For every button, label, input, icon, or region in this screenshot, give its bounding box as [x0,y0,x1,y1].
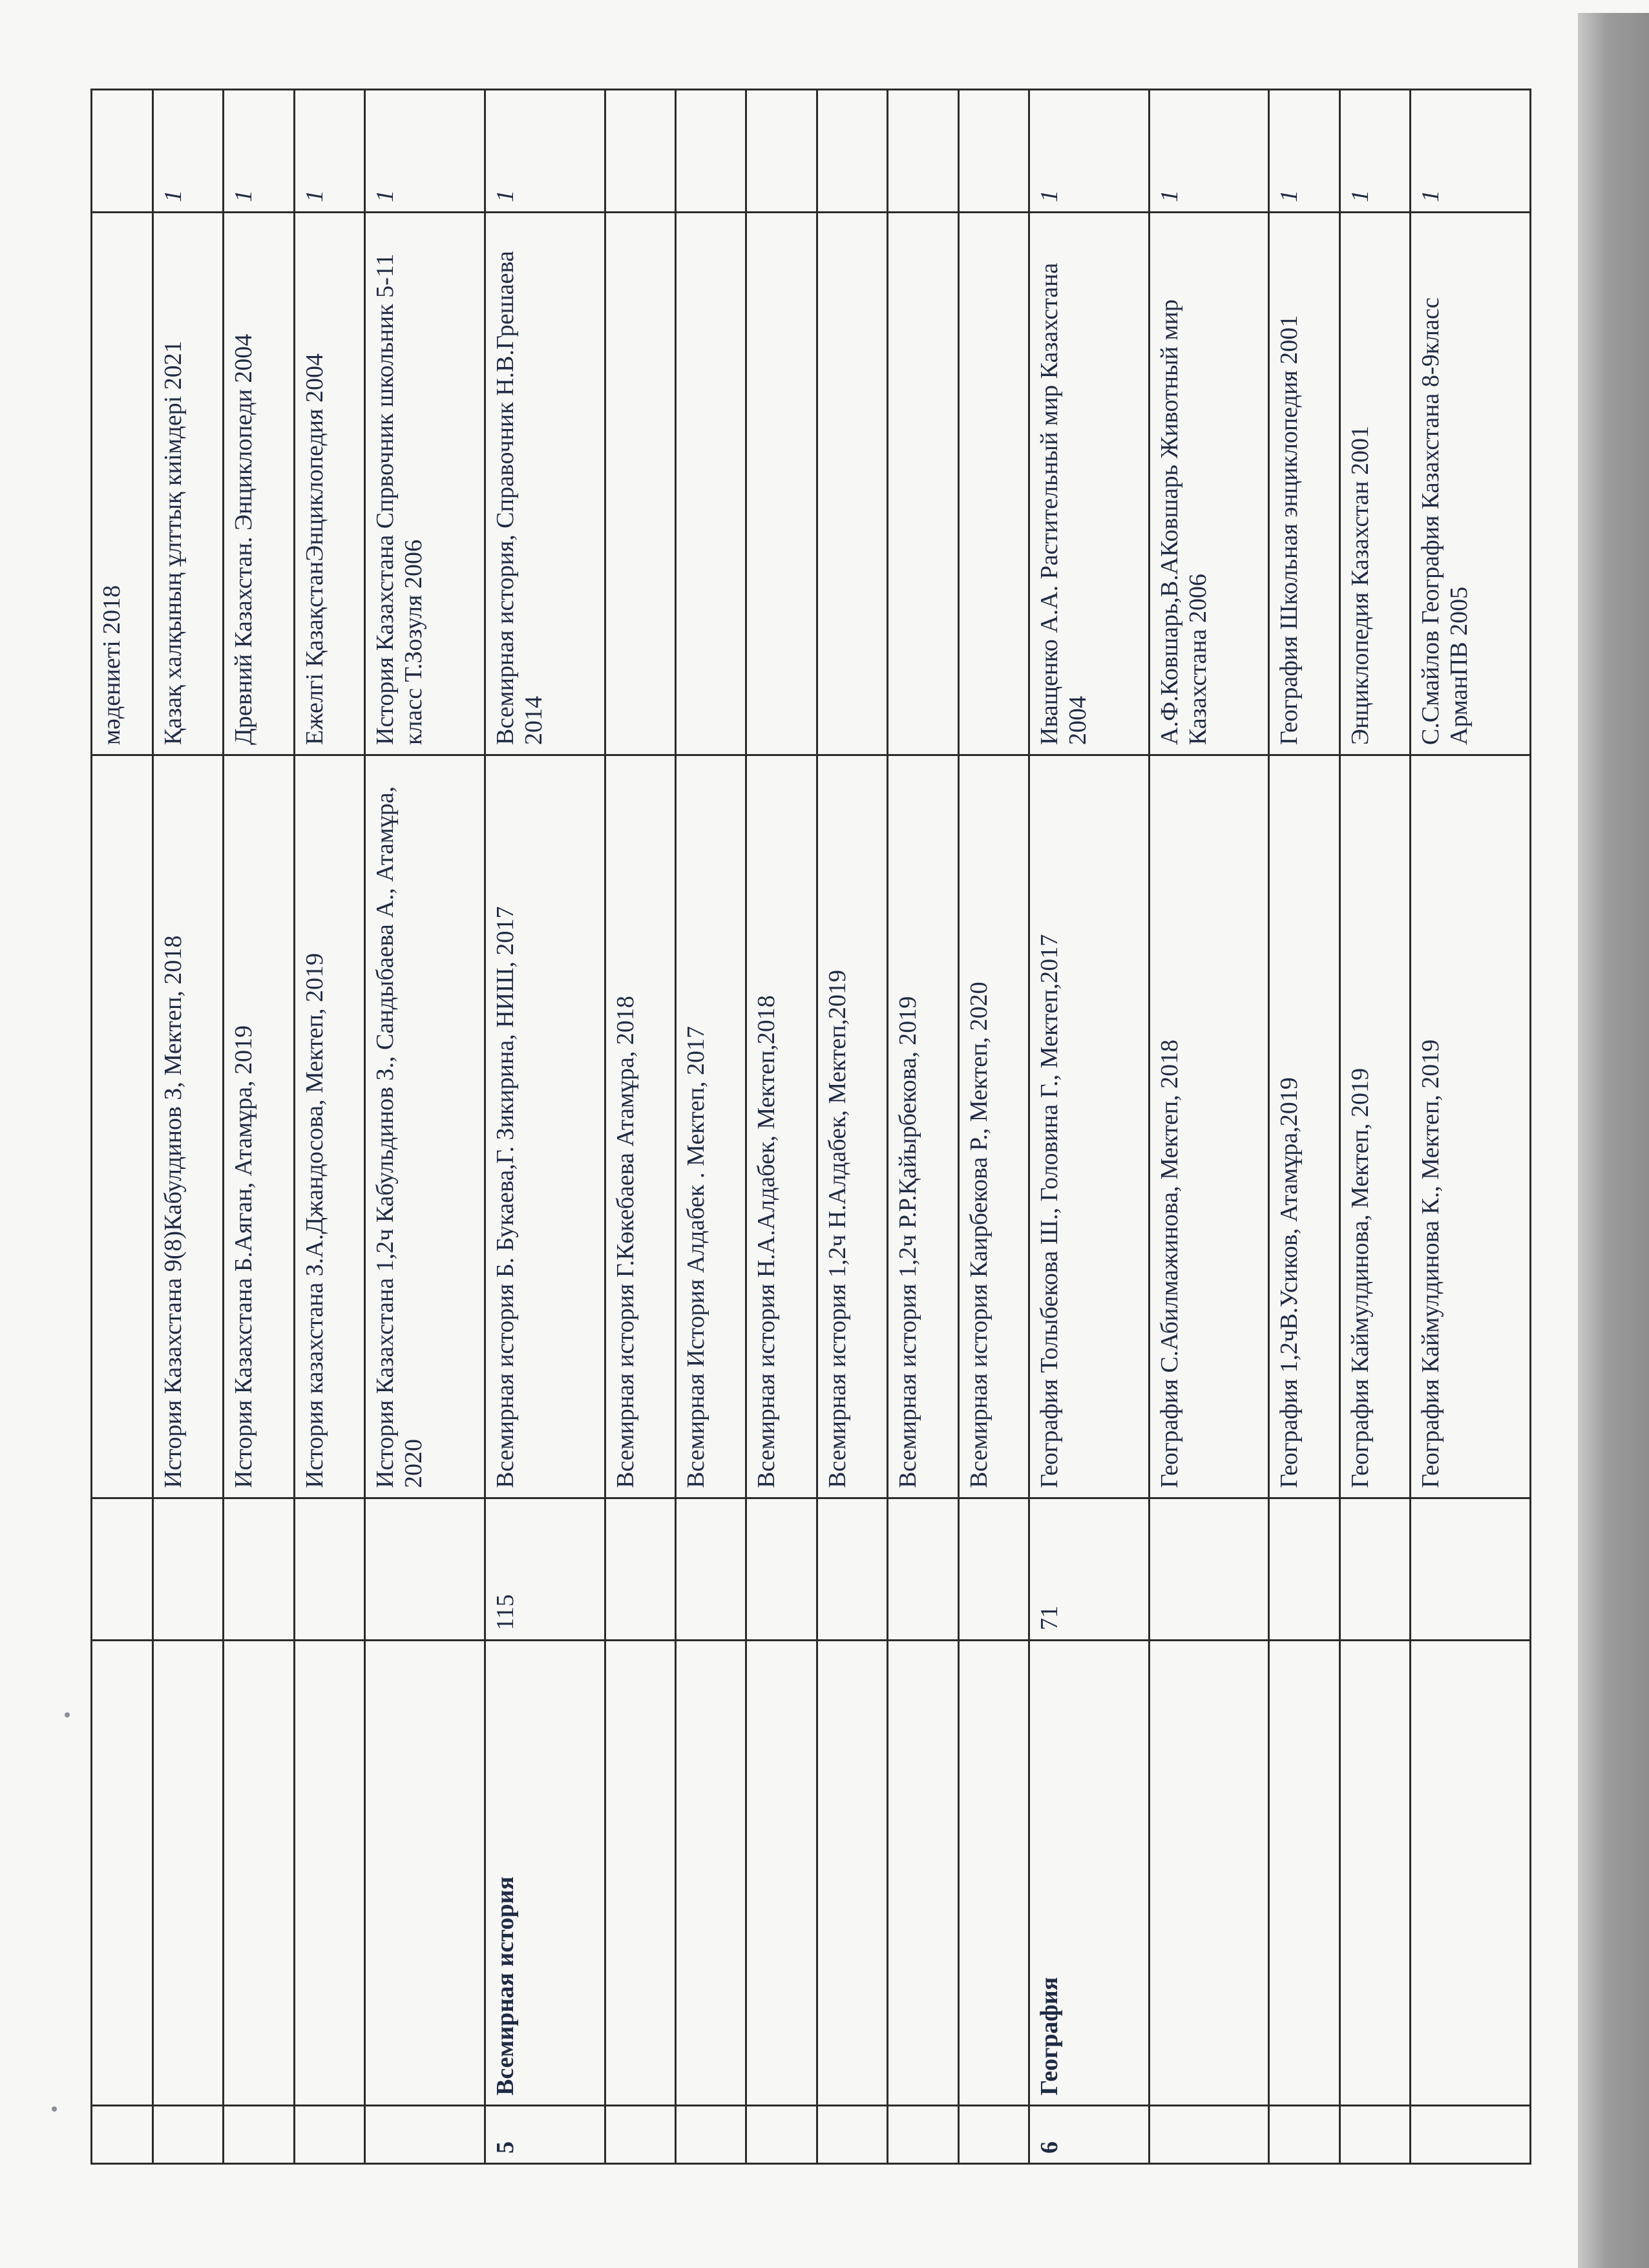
reference-cell: Иващенко А.А. Растительный мир Казахстана 2004 [1029,213,1149,755]
row-number [1149,2106,1269,2164]
reference-cell: География Школьная энциклопедия 2001 [1269,213,1339,755]
textbook-cell: История Казахстана 1,2ч Кабульдинов З., Сандыбаева А., Атамұра, 2020 [365,755,485,1498]
row-number [153,2106,224,2164]
table-row [224,90,294,2164]
subject-cell [1411,1641,1531,2106]
row-number [1411,2106,1531,2164]
count-cell [365,1498,485,1641]
reference-cell: Древний Казахстан. Энциклопеди 2004 [224,213,294,755]
reference-cell [676,213,746,755]
row-number: 5 [485,2106,605,2164]
count-cell [224,1498,294,1641]
textbook-cell: История казахстана З.А.Джандосова, Мектеп, 2019 [294,755,364,1498]
textbook-cell: Всемирная История Алдабек . Мектеп, 2017 [676,755,746,1498]
table-row [153,90,224,2164]
subject-cell: Всемирная история [485,1641,605,2106]
reference-cell: Всемирная история, Справочник Н.В.Грешаева 2014 [485,213,605,755]
row-number [1339,2106,1410,2164]
subject-cell [746,1641,817,2106]
table-row [605,90,675,2164]
subject-cell: География [1029,1641,1149,2106]
textbook-cell: География С.Абилмажинова, Мектеп, 2018 [1149,755,1269,1498]
table-row [294,90,364,2164]
table-row [1269,90,1339,2164]
row-number [92,2106,153,2164]
scan-speck [65,1712,70,1717]
textbook-cell: Всемирная история 1,2ч Н.Алдабек, Мектеп,2019 [817,755,887,1498]
count-cell [1149,1498,1269,1641]
textbook-cell: История Казахстана Б.Аяган, Атамұра, 2019 [224,755,294,1498]
quantity-cell [888,90,958,213]
table-row [958,90,1029,2164]
textbook-cell: История Казахстана 9(8)Кабулдинов З, Мектеп, 2018 [153,755,224,1498]
reference-cell: Қазақ халқының ұлттық киімдері 2021 [153,213,224,755]
quantity-cell: 1 [1029,90,1149,213]
count-cell [746,1498,817,1641]
reference-cell: Ежелгі ҚазақстанЭнциклопедия 2004 [294,213,364,755]
subject-cell [294,1641,364,2106]
count-cell [294,1498,364,1641]
reference-cell [817,213,887,755]
table-row [365,90,485,2164]
quantity-cell [817,90,887,213]
quantity-cell: 1 [224,90,294,213]
table-row [485,90,605,2164]
subject-cell [153,1641,224,2106]
subject-cell [1269,1641,1339,2106]
table-row [1149,90,1269,2164]
textbook-cell: Всемирная история Н.А.Алдабек, Мектеп,2018 [746,755,817,1498]
table-row [888,90,958,2164]
textbook-cell: Всемирная история Б. Букаева,Г. Зикирина, НИШ, 2017 [485,755,605,1498]
library-table [90,89,1531,2165]
textbook-cell: География Каймулдинова К., Мектеп, 2019 [1411,755,1531,1498]
row-number [817,2106,887,2164]
count-cell [817,1498,887,1641]
textbook-cell: География 1,2чВ.Усиков, Атамұра,2019 [1269,755,1339,1498]
quantity-cell: 1 [1411,90,1531,213]
reference-cell [605,213,675,755]
subject-cell [817,1641,887,2106]
table-row [746,90,817,2164]
reference-cell [888,213,958,755]
textbook-cell [92,755,153,1498]
reference-cell: Энциклопедия Казахстан 2001 [1339,213,1410,755]
quantity-cell: 1 [153,90,224,213]
scan-speck [52,2106,57,2112]
subject-cell [224,1641,294,2106]
textbook-cell: Всемирная история Каирбекова Р., Мектеп, 2020 [958,755,1029,1498]
count-cell [153,1498,224,1641]
row-number [365,2106,485,2164]
count-cell [888,1498,958,1641]
quantity-cell: 1 [365,90,485,213]
reference-cell: мәдениеті 2018 [92,213,153,755]
count-cell [1339,1498,1410,1641]
count-cell: 115 [485,1498,605,1641]
row-number [294,2106,364,2164]
row-number [676,2106,746,2164]
row-number: 6 [1029,2106,1149,2164]
quantity-cell: 1 [294,90,364,213]
subject-cell [676,1641,746,2106]
quantity-cell [676,90,746,213]
quantity-cell [605,90,675,213]
subject-cell [92,1641,153,2106]
count-cell [92,1498,153,1641]
count-cell [1269,1498,1339,1641]
quantity-cell: 1 [1149,90,1269,213]
quantity-cell: 1 [1269,90,1339,213]
textbook-cell: География Каймулдинова, Мектеп, 2019 [1339,755,1410,1498]
reference-cell [746,213,817,755]
count-cell [605,1498,675,1641]
textbook-cell: География Толыбекова Ш., Головина Г., Мектеп,2017 [1029,755,1149,1498]
row-number [888,2106,958,2164]
table-row [817,90,887,2164]
row-number [224,2106,294,2164]
quantity-cell: 1 [485,90,605,213]
subject-cell [958,1641,1029,2106]
textbook-cell: Всемирная история 1,2ч Р.Р.Қайырбекова, 2019 [888,755,958,1498]
table-row [676,90,746,2164]
count-cell [1411,1498,1531,1641]
quantity-cell [746,90,817,213]
subject-cell [1339,1641,1410,2106]
count-cell: 71 [1029,1498,1149,1641]
count-cell [676,1498,746,1641]
reference-cell: С.Смайлов География Казахстана 8-9класс АрманПВ 2005 [1411,213,1531,755]
row-number [746,2106,817,2164]
table-row [92,90,153,2164]
quantity-cell: 1 [1339,90,1410,213]
textbook-cell: Всемирная история Г.Көкебаева Атамұра, 2018 [605,755,675,1498]
row-number [958,2106,1029,2164]
subject-cell [605,1641,675,2106]
row-number [605,2106,675,2164]
table-row [1029,90,1149,2164]
scan-edge-shadow [1578,13,1649,2268]
reference-cell [958,213,1029,755]
subject-cell [1149,1641,1269,2106]
quantity-cell [92,90,153,213]
table-row [1411,90,1531,2164]
quantity-cell [958,90,1029,213]
rotated-page [90,90,1531,2165]
table-row [1339,90,1410,2164]
row-number [1269,2106,1339,2164]
reference-cell: История Казахстана Спрвочник школьник 5-11 класс Т.Зозуля 2006 [365,213,485,755]
subject-cell [365,1641,485,2106]
count-cell [958,1498,1029,1641]
subject-cell [888,1641,958,2106]
reference-cell: А.Ф.Ковшарь,В.АКовшарь Животный мир Казахстана 2006 [1149,213,1269,755]
